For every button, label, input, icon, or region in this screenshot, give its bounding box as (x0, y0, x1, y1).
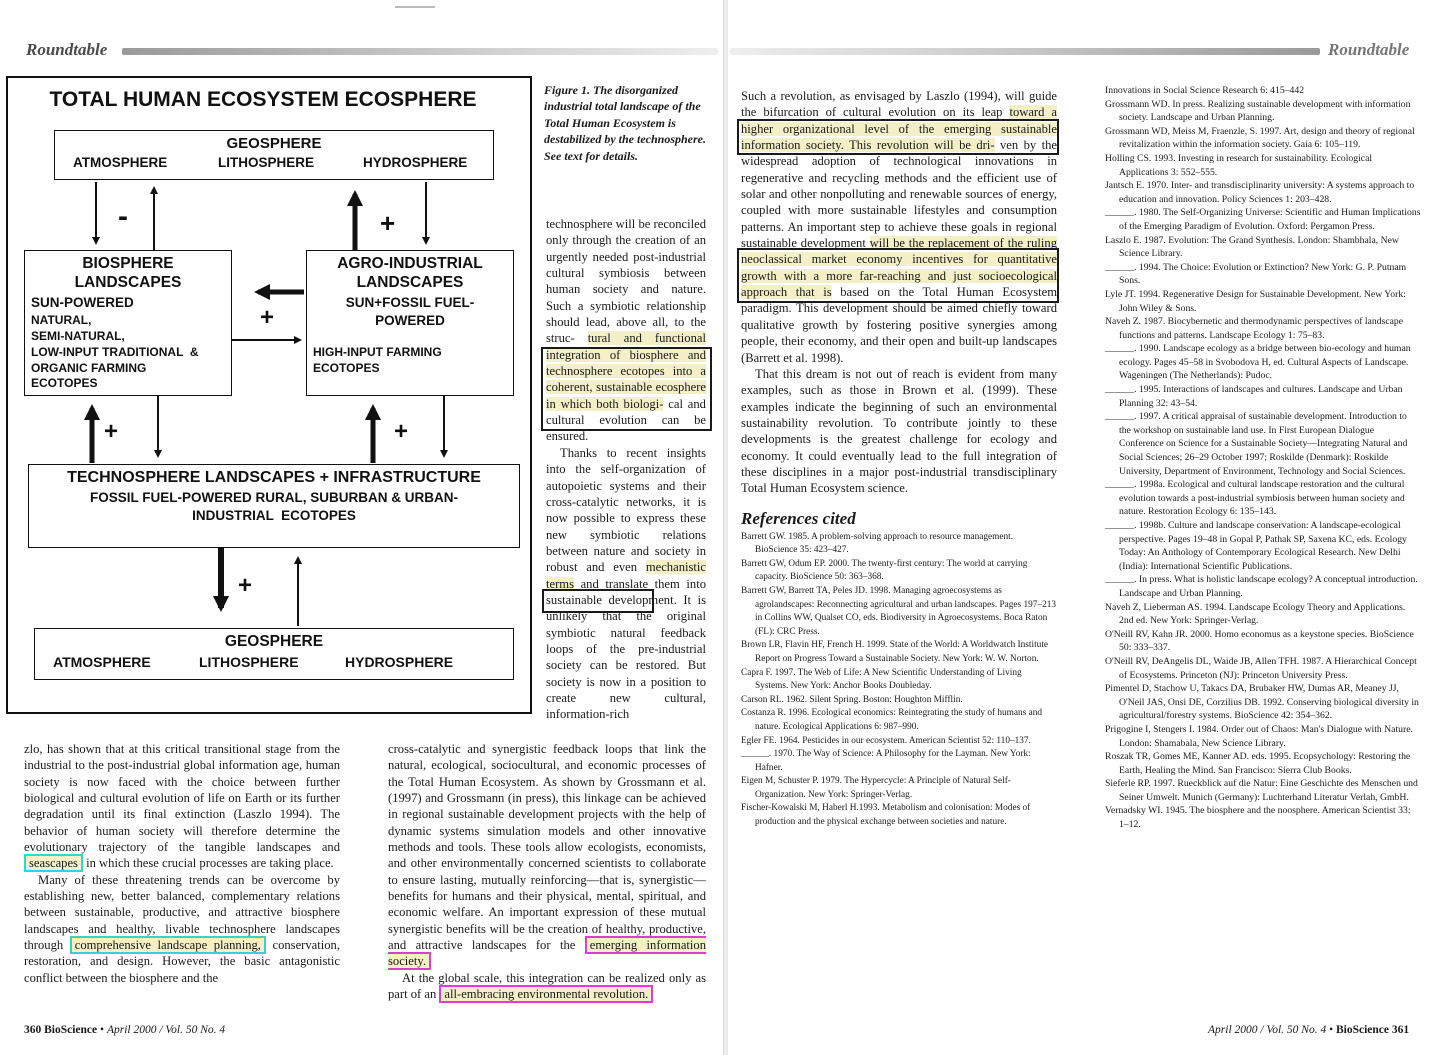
column-right-1 (741, 88, 1057, 830)
reference-item: Costanza R. 1996. Ecological economics: Reintegrating the study of humans and nature. Ecological Applications 6: 987–990. (741, 708, 1043, 732)
agro-l1: SUN+FOSSIL FUEL- (345, 295, 475, 310)
techno-l1: FOSSIL FUEL-POWERED RURAL, SUBURBAN & URBAN- (90, 490, 458, 505)
geosphere-top-atmosphere: ATMOSPHERE (73, 155, 168, 170)
reference-item: Capra F. 1997. The Web of Life: A New Scientific Understanding of Living Systems. New York: Anchor Books Doubleday. (741, 667, 1022, 692)
biosphere-title2: LANDSCAPES (74, 274, 182, 291)
reference-item: ______. In press. What is holistic landscape ecology? A conceptual introduction. Landscape and Urban Planning. (1105, 574, 1418, 599)
reference-item: ______. 1997. A critical appraisal of sustainable development. Introduction to the workshop on sustainable land use. In First European Dialogue Conference on Science for a Sustainable Society—Integrating Natural and Social Sciences; 26–29 October 1997; Roskilde (Denmark): Roskilde University, Department of Environment, Technology and Social Sciences. (1105, 411, 1408, 477)
left-page (0, 0, 724, 1055)
highlight-box-magenta-2 (737, 248, 1059, 303)
reference-item: Brown LR, Flavin HF, French H. 1999. State of the World: A Worldwatch Institute Report on Progress Toward a Sustainable Society. New York: W. W. Norton. (741, 640, 1049, 664)
column-lower-middle (388, 741, 706, 1003)
footer-left (24, 1024, 225, 1036)
references-heading: References cited (741, 508, 856, 528)
geosphere-top-hydrosphere: HYDROSPHERE (363, 155, 468, 170)
sign-plus-3: + (104, 418, 119, 445)
biosphere-l6: ECOTOPES (31, 376, 98, 390)
highlight-red-text: tural and functional integration of biosphere and technosphere ecotopes into a coherent, sustainable ecosphere in which both biologi- (546, 331, 706, 411)
references-list-b (1105, 84, 1421, 832)
reference-item: ______. 1995. Interactions of landscapes and cultures. Landscape and Urban Planning 32: 43–54. (1105, 384, 1403, 409)
reference-item: ______. 1980. The Self-Organizing Universe: Scientific and Human Implications of the Emerging Paradigm of Evolution. Oxford: Pergamon Press. (1105, 207, 1421, 232)
biosphere-l4: LOW-INPUT TRADITIONAL & (31, 345, 199, 359)
reference-item: Prigogine I, Stengers I. 1984. Order out of Chaos: Man's Dialogue with Nature. London: Shamabala, New Science Library. (1105, 723, 1413, 749)
highlight-box-red (541, 347, 712, 431)
geosphere-bottom-lithosphere: LITHOSPHERE (199, 654, 299, 670)
techno-l2: INDUSTRIAL ECOTOPES (192, 508, 356, 523)
reference-item: Egler FE. 1964. Pesticides in our ecosystem. American Scientist 52: 110–137. (741, 735, 1031, 746)
geosphere-bottom-box (34, 628, 514, 680)
agro-l3: HIGH-INPUT FARMING (313, 345, 442, 359)
running-head-left: Roundtable (26, 40, 108, 59)
ecosphere-diagram (6, 76, 532, 714)
sign-plus-2: + (260, 304, 275, 331)
reference-item: ______. 1994. The Choice: Evolution or Extinction? New York: G. P. Putnam Sons. (1105, 261, 1407, 287)
text: Thanks to recent insights into the self-organization of autopoietic systems and their cross-catalytic networks, it is now possible to express these new symbiotic relations between nature and society in robust and even (546, 445, 706, 575)
reference-item: Grossmann WD, Meiss M, Fraenzle, S. 1997. Art, design and theory of regional revitalization within the information society. Gaia 6: 105–119. (1105, 125, 1415, 151)
sign-plus-4: + (394, 418, 409, 445)
techno-title: TECHNOSPHERE LANDSCAPES + INFRASTRUCTURE (67, 469, 481, 486)
biosphere-l3: SEMI-NATURAL, (31, 329, 125, 343)
reference-item: O'Neill RV, Kahn JR. 2000. Homo economus as a keystone species. BioScience 50: 333–337. (1105, 628, 1414, 654)
reference-item: Fischer-Kowalski M, Haberl H.1993. Metabolism and colonisation: Modes of production and the physical exchange between societies and nature. (741, 803, 1031, 828)
reference-item: Grossmann WD. In press. Realizing sustainable development with information society. Landscape and Urban Planning. (1105, 98, 1411, 124)
text: and translate them into sustainable development. It is unlikely that the original symbiotic natural feedback loops of the pre-industrial society can be restored. But society is now in a position to create new cultural, information-rich (546, 576, 707, 722)
highlight-environmental-revolution: all-embracing environmental revolution. (439, 985, 653, 1003)
journal-right: BioScience (1335, 1024, 1390, 1036)
agro-l2: POWERED (375, 313, 445, 328)
top-rule (395, 6, 435, 8)
reference-item: Sieferle RP. 1997. Rueckblick auf die Natur: Eine Geschichte des Menschen und Seiner Umwelt. Munich (Germany): Luchterhand Literatur Verlah, GmbH. (1105, 778, 1418, 803)
reference-item: Carson RL. 1962. Silent Spring. Boston: Houghton Mifflin. (741, 694, 963, 705)
agro-title1: AGRO-INDUSTRIAL (337, 255, 483, 272)
highlight-box-blue (542, 589, 654, 613)
text: conservation, restoration, and design. However, the basic antagonistic conflict between the biosphere and the (24, 938, 340, 985)
page-number-left: 360 (24, 1024, 42, 1036)
biosphere-l2: NATURAL, (31, 313, 92, 327)
highlight-replacement: will be the replacement of the ruling neoclassical market economy incentives for quantitative growth with a more far-reaching and just socioecological approach that is (741, 236, 1057, 300)
geosphere-top-lithosphere: LITHOSPHERE (218, 155, 315, 170)
highlight-organizational-level: toward a higher organizational level of the emerging sustainable information society. This revolution will be dri- (741, 105, 1057, 153)
column-beside-figure (546, 216, 706, 723)
reference-item: Jantsch E. 1970. Inter- and transdisciplinarity university: A systems approach to education and innovation. Policy Sciences 1: 203–428. (1105, 180, 1415, 205)
sign-plus-1: + (380, 208, 396, 238)
text: Such a revolution, as envisaged by Laszlo (1994), will guide the bifurcation of cultural evolution on its leap (741, 89, 1057, 120)
reference-item: Barrett GW. 1985. A problem-solving approach to resource management. BioScience 35: 423–427. (741, 531, 1014, 556)
reference-item: Pimentel D, Stachow U, Takacs DA, Brubaker HW, Dumas AR, Meaney JJ, O'Neil JAS, Onsi DE, Corzilius DB. 1992. Conserving biological diversity in agricultural/forestry systems. BioScience 42: 354–362. (1105, 683, 1419, 722)
reference-item: Barrett GW, Barrett TA, Peles JD. 1998. Managing agroecosystems as agrolandscapes: Reconnecting agricultural and urban landscapes. Pages 197–213 in Collins WW, Qualset CO, eds. Biodiversity in Agroecosystems. Boca Raton (FL): CRC Press. (741, 585, 1057, 637)
text: cross-catalytic and synergistic feedback loops that link the natural, ecological, sociocultural, and economic processes of the Total Human Ecosystem. As shown by Grossmann et al. (1997) and Grossmann (in press), this linkage can be achieved in regional sustainable development projects with the help of dynamic systems simulation models and other innovative methods and tools. These tools allow ecologists, economists, and other environmentally concerned scientists to collaborate to ensure lasting, mutually reinforcing—that is, synergistic—benefits for humans and their physical, mental, spiritual, and economic welfare. An important expression of these mutual synergistic benefits will be the creation of healthy, productive, and attractive landscapes for the (388, 742, 706, 953)
biosphere-box (24, 250, 232, 396)
reference-item: ______. 1970. The Way of Science: A Philosophy for the Layman. New York: Hafner. (741, 749, 1031, 773)
biosphere-l1: SUN-POWERED (31, 295, 134, 310)
reference-item: Innovations in Social Science Research 6: 415–442 (1105, 85, 1305, 96)
reference-item: ______. 1990. Landscape ecology as a bridge between bio-ecology and human ecology. Pages 45–58 in Svobodova H, ed. Cultural Aspects of Landscape. Wageningen (The Netherlands): Pudoc. (1105, 343, 1411, 382)
biosphere-l5: ORGANIC FARMING (31, 361, 147, 375)
reference-item: ______. 1998b. Culture and landscape conservation: A landscape-ecological perspective. Pages 19–48 in Gopal P, Pathak SP, Saxena KC, eds. Ecology Today: An Anthology of Contemporary Ecological Research. New Delhi (India): International Scientific Publications. (1105, 520, 1407, 572)
technosphere-box (28, 464, 520, 548)
diagram-title: TOTAL HUMAN ECOSYSTEM ECOSPHERE (49, 88, 477, 111)
geosphere-top-title: GEOSPHERE (226, 135, 322, 152)
running-head-bar-right (730, 48, 1320, 55)
reference-item: Vernadsky WI. 1945. The biosphere and the noosphere. American Scientist 33: 1–12. (1105, 805, 1411, 831)
footer-separator: • (1329, 1024, 1334, 1036)
highlight-seascapes: seascapes (24, 854, 83, 872)
reference-item: Naveh Z, Lieberman AS. 1994. Landscape Ecology Theory and Applications. 2nd ed. New York: Springer-Verlag. (1105, 601, 1406, 627)
footer-right (1208, 1024, 1409, 1036)
highlight-emerging-information-society: emerging information society. (388, 938, 707, 969)
geosphere-bottom-title: GEOSPHERE (224, 633, 324, 650)
agro-industrial-box (306, 250, 514, 396)
text: Many of these threatening trends can be overcome by establishing new, better balanced, complementary relations between sustainable, productive, and attractive biosphere landscapes and healthy, livable technosphere landscapes through (24, 872, 340, 953)
reference-item: Roszak TR, Gomes ME, Kanner AD. eds. 1995. Ecopsychology: Restoring the Earth, Healing the Mind. San Francisco: Sierra Club Books. (1105, 751, 1411, 776)
text: based on the Total Human Ecosystem paradigm. This development should be aimed chiefly toward qualitative growth by fostering positive synergies among people, their economy, and their open and built-up landscapes (Barrett et al. 1998). (741, 285, 1057, 365)
footer-separator: • (100, 1024, 105, 1036)
highlight-landscape-planning: comprehensive landscape planning, (70, 936, 266, 954)
text: in which these crucial processes are taking place. (86, 856, 334, 871)
text: zlo, has shown that at this critical transitional stage from the industrial to the post-industrial global information age, human society is now faced with the choice between further biological and cultural evolution of life on Earth or its further degradation until its final extinction (Laszlo 1994). The behavior of human society will therefore determine the evolutionary trajectory of the tangible landscapes and (24, 742, 340, 855)
reference-item: Eigen M, Schuster P. 1979. The Hypercycle: A Principle of Natural Self-Organization. New York: Springer-Verlag. (741, 776, 1011, 800)
reference-item: O'Neill RV, DeAngelis DL, Waide JB, Allen TFH. 1987. A Hierarchical Concept of Ecosystems. Princeton (NJ): Princeton University Press. (1105, 655, 1417, 681)
running-head-bar (122, 48, 718, 55)
sign-minus: - (118, 200, 128, 233)
geosphere-bottom-atmosphere: ATMOSPHERE (53, 654, 151, 670)
reference-item: Laszlo E. 1987. Evolution: The Grand Synthesis. London: Shambhala, New Science Library. (1105, 234, 1399, 260)
geosphere-bottom-hydrosphere: HYDROSPHERE (345, 654, 454, 670)
right-page (728, 0, 1456, 1055)
biosphere-title1: BIOSPHERE (82, 255, 174, 272)
geosphere-top-box (54, 130, 494, 180)
highlight-blue-text: mechanistic terms (546, 560, 706, 591)
running-head-right: Roundtable (1328, 40, 1410, 59)
highlight-box-magenta-1 (737, 119, 1059, 155)
issue-left: April 2000 / Vol. 50 No. 4 (106, 1024, 226, 1036)
text: At the global scale, this integration can be realized only as part of an (388, 970, 706, 1002)
column-lower-left (24, 741, 340, 986)
text: ven by the widespread adoption of technological innovations in regenerative and recycling methods and the efficient use of solar and other nonpolluting and renewable sources of energy, coupled with more sustainable lifestyles and consumption patterns. An important step to achieve these goals in regional sustainable development (741, 138, 1057, 251)
figure-caption: Figure 1. The disorganized industrial total landscape of the Total Human Ecosystem is destabilized by the technosphere. See text for details. (544, 83, 706, 163)
agro-l4: ECOTOPES (313, 361, 380, 375)
sign-plus-5: + (238, 572, 253, 599)
reference-item: ______. 1998a. Ecological and cultural landscape restoration and the cultural evolution towards a post-industrial symbiosis between human society and nature. Restoration Ecology 6: 135–143. (1105, 479, 1405, 518)
text: cal and cultural evolution can be ensured. (546, 396, 706, 444)
page-number-right: 361 (1391, 1024, 1410, 1036)
text: That this dream is not out of reach is evident from many examples, such as those in Brown et al. (1999). These examples indicate the beginning of such an environmental sustainability revolution. To contribute jointly to these developments is the greatest challenge for ecology and economy. It could eventually lead to the full integration of these disciplines in a major post-industrial transdisciplinary Total Human Ecosystem science. (741, 366, 1057, 496)
reference-item: Lyle JT. 1994. Regenerative Design for Sustainable Development. New York: John Wiley & Sons. (1105, 288, 1406, 314)
text: technosphere will be reconciled only through the creation of an urgently needed post-industrial cultural symbiosis between human society and nature. Such a symbiotic relationship should lead, above all, to the struc- (546, 217, 706, 346)
journal-left: BioScience (44, 1024, 98, 1036)
issue-right: April 2000 / Vol. 50 No. 4 (1208, 1024, 1327, 1036)
reference-item: Barrett GW, Odum EP. 2000. The twenty-first century: The world at carrying capacity. BioScience 50: 363–368. (741, 558, 1028, 583)
reference-item: Naveh Z. 1987. Biocybernetic and thermodynamic perspectives of landscape functions and patterns. Landscape Ecology 1: 75–83. (1105, 316, 1404, 341)
agro-title2: LANDSCAPES (356, 274, 464, 291)
reference-item: Holling CS. 1993. Investing in research for sustainability. Ecological Applications 3: 552–555. (1105, 152, 1373, 178)
references-list-a (741, 531, 1057, 830)
